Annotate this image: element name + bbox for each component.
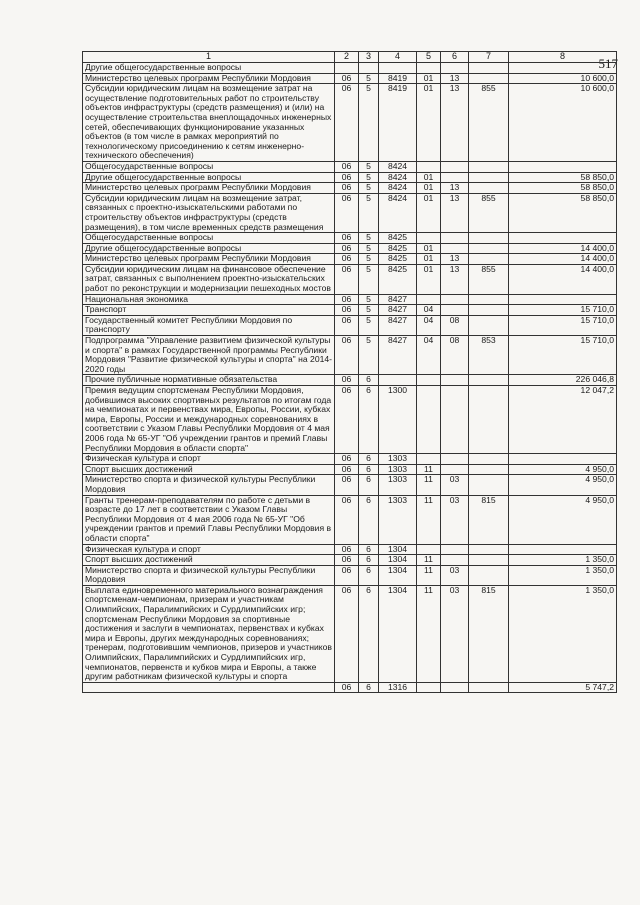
row-code-5-cell: 11 (417, 555, 441, 566)
row-code-5-cell (417, 682, 441, 693)
table-row (83, 254, 617, 265)
row-code-6-cell: 08 (441, 336, 469, 375)
row-code-7-cell (469, 565, 509, 585)
row-code-4-cell: 1304 (379, 565, 417, 585)
table-header-row (83, 52, 617, 63)
row-code-6-cell: 13 (441, 183, 469, 194)
row-code-2-cell (335, 63, 359, 74)
row-code-5-cell: 01 (417, 254, 441, 265)
table-row (83, 495, 617, 544)
row-code-7-cell (469, 233, 509, 244)
row-code-6-cell (441, 161, 469, 172)
table-row (83, 172, 617, 183)
table-row (83, 585, 617, 682)
row-code-7-cell (469, 315, 509, 335)
row-code-4-cell: 8419 (379, 73, 417, 84)
row-amount-cell: 1 350,0 (509, 555, 617, 566)
row-name-cell: Национальная экономика (83, 294, 335, 305)
row-amount-cell (509, 454, 617, 465)
row-name-cell: Спорт высших достижений (83, 464, 335, 475)
row-code-4-cell: 8425 (379, 264, 417, 294)
row-code-7-cell (469, 464, 509, 475)
row-amount-cell: 15 710,0 (509, 315, 617, 335)
row-code-7-cell: 855 (469, 264, 509, 294)
row-code-2-cell: 06 (335, 464, 359, 475)
row-code-6-cell: 03 (441, 585, 469, 682)
row-amount-cell: 4 950,0 (509, 464, 617, 475)
row-code-2-cell: 06 (335, 294, 359, 305)
row-code-7-cell: 853 (469, 336, 509, 375)
row-code-7-cell: 815 (469, 585, 509, 682)
row-code-5-cell (417, 161, 441, 172)
row-code-7-cell (469, 375, 509, 386)
row-code-2-cell: 06 (335, 183, 359, 194)
row-code-4-cell: 1303 (379, 475, 417, 495)
row-code-2-cell: 06 (335, 172, 359, 183)
row-code-2-cell: 06 (335, 254, 359, 265)
row-code-6-cell: 13 (441, 84, 469, 162)
row-code-5-cell: 04 (417, 315, 441, 335)
row-amount-cell (509, 161, 617, 172)
header-cell: 5 (417, 52, 441, 63)
table-row (83, 73, 617, 84)
row-code-3-cell: 5 (359, 73, 379, 84)
row-code-5-cell: 01 (417, 73, 441, 84)
row-amount-cell: 14 400,0 (509, 243, 617, 254)
row-code-4-cell: 1316 (379, 682, 417, 693)
row-amount-cell (509, 233, 617, 244)
row-code-2-cell: 06 (335, 585, 359, 682)
row-name-cell: Гранты тренерам-преподавателям по работе с детьми в возрасте до 17 лет в соответствии с Указом Главы Республики Мордовия от 4 мая 2006 года № 65-УГ "Об учреждении грантов и премий Главы Республики Мордовия в области спорта" (83, 495, 335, 544)
row-code-3-cell: 6 (359, 565, 379, 585)
row-code-6-cell (441, 682, 469, 693)
table-row (83, 386, 617, 454)
row-code-7-cell (469, 475, 509, 495)
row-name-cell: Другие общегосударственные вопросы (83, 172, 335, 183)
row-code-5-cell (417, 233, 441, 244)
row-code-3-cell: 5 (359, 336, 379, 375)
row-code-3-cell: 6 (359, 495, 379, 544)
row-code-4-cell: 8424 (379, 183, 417, 194)
row-code-5-cell: 11 (417, 495, 441, 544)
row-code-2-cell: 06 (335, 682, 359, 693)
row-name-cell: Субсидии юридическим лицам на возмещение затрат, связанных с проектно-изыскательскими работами по строительству объектов инфраструктуры (средств размещения), в том числе временных средств размещения (83, 193, 335, 232)
row-code-3-cell: 5 (359, 84, 379, 162)
row-code-4-cell: 8424 (379, 193, 417, 232)
row-code-6-cell: 13 (441, 73, 469, 84)
row-name-cell: Государственный комитет Республики Мордовия по транспорту (83, 315, 335, 335)
row-code-3-cell: 6 (359, 464, 379, 475)
row-name-cell (83, 682, 335, 693)
header-cell: 2 (335, 52, 359, 63)
row-code-2-cell: 06 (335, 386, 359, 454)
row-code-7-cell (469, 305, 509, 316)
row-amount-cell (509, 63, 617, 74)
row-code-4-cell: 8425 (379, 233, 417, 244)
table-row (83, 464, 617, 475)
row-code-2-cell: 06 (335, 475, 359, 495)
table-row (83, 243, 617, 254)
row-code-7-cell (469, 243, 509, 254)
row-code-4-cell: 1303 (379, 495, 417, 544)
row-code-5-cell (417, 375, 441, 386)
row-amount-cell: 58 850,0 (509, 172, 617, 183)
row-amount-cell: 12 047,2 (509, 386, 617, 454)
row-name-cell: Премия ведущим спортсменам Республики Мордовия, добившимся высоких спортивных результатов по итогам года на чемпионатах и первенствах мира, Европы, России, кубках мира, Европы, России и международных соревнованиях в соответствии с Указом Главы Республики Мордовия от 4 мая 2006 года № 65-УГ "Об учреждении грантов и премий Главы Республики Мордовия в области спорта" (83, 386, 335, 454)
table-row (83, 193, 617, 232)
page-number: 517 (598, 56, 618, 71)
row-code-6-cell: 13 (441, 193, 469, 232)
table-row (83, 294, 617, 305)
table-row (83, 544, 617, 555)
row-name-cell: Министерство спорта и физической культуры Республики Мордовия (83, 475, 335, 495)
row-code-2-cell: 06 (335, 193, 359, 232)
row-code-2-cell: 06 (335, 544, 359, 555)
row-name-cell: Общегосударственные вопросы (83, 233, 335, 244)
row-name-cell: Общегосударственные вопросы (83, 161, 335, 172)
row-name-cell: Министерство целевых программ Республики Мордовия (83, 183, 335, 194)
row-code-3-cell: 6 (359, 386, 379, 454)
row-code-4-cell: 8425 (379, 243, 417, 254)
row-code-6-cell: 03 (441, 565, 469, 585)
row-name-cell: Субсидии юридическим лицам на финансовое обеспечение затрат, связанных с выполнением проектно-изыскательских работ по реконструкции и модернизации пешеходных мостов (83, 264, 335, 294)
row-code-3-cell: 5 (359, 305, 379, 316)
row-name-cell: Физическая культура и спорт (83, 454, 335, 465)
header-cell: 6 (441, 52, 469, 63)
row-amount-cell: 15 710,0 (509, 305, 617, 316)
table-row (83, 233, 617, 244)
row-code-5-cell: 04 (417, 336, 441, 375)
row-amount-cell (509, 544, 617, 555)
row-code-7-cell (469, 386, 509, 454)
row-amount-cell: 58 850,0 (509, 183, 617, 194)
row-code-2-cell: 06 (335, 305, 359, 316)
row-code-2-cell: 06 (335, 243, 359, 254)
table-row (83, 183, 617, 194)
row-code-3-cell: 6 (359, 375, 379, 386)
table-row (83, 682, 617, 693)
header-cell: 3 (359, 52, 379, 63)
row-code-6-cell (441, 454, 469, 465)
row-name-cell: Прочие публичные нормативные обязательства (83, 375, 335, 386)
row-amount-cell: 4 950,0 (509, 475, 617, 495)
header-cell: 8 (509, 52, 617, 63)
row-code-2-cell: 06 (335, 73, 359, 84)
row-code-4-cell: 8425 (379, 254, 417, 265)
budget-table (82, 51, 617, 693)
row-code-2-cell: 06 (335, 336, 359, 375)
row-amount-cell: 10 600,0 (509, 84, 617, 162)
row-code-5-cell: 01 (417, 84, 441, 162)
row-code-5-cell: 01 (417, 183, 441, 194)
row-name-cell: Другие общегосударственные вопросы (83, 243, 335, 254)
row-code-7-cell: 855 (469, 193, 509, 232)
row-code-7-cell (469, 172, 509, 183)
row-amount-cell: 4 950,0 (509, 495, 617, 544)
header-cell: 4 (379, 52, 417, 63)
row-code-5-cell (417, 63, 441, 74)
row-code-2-cell: 06 (335, 565, 359, 585)
row-code-6-cell (441, 544, 469, 555)
row-code-4-cell: 8419 (379, 84, 417, 162)
row-amount-cell: 15 710,0 (509, 336, 617, 375)
row-code-5-cell: 11 (417, 464, 441, 475)
row-amount-cell: 14 400,0 (509, 254, 617, 265)
row-code-3-cell: 6 (359, 475, 379, 495)
table-row (83, 84, 617, 162)
row-code-7-cell (469, 63, 509, 74)
row-code-6-cell (441, 172, 469, 183)
table-row (83, 565, 617, 585)
row-code-5-cell: 01 (417, 243, 441, 254)
row-name-cell: Министерство спорта и физической культуры Республики Мордовия (83, 565, 335, 585)
row-code-7-cell (469, 682, 509, 693)
row-code-6-cell (441, 464, 469, 475)
row-code-3-cell: 6 (359, 454, 379, 465)
row-code-5-cell (417, 544, 441, 555)
row-code-6-cell: 08 (441, 315, 469, 335)
row-amount-cell: 226 046,8 (509, 375, 617, 386)
row-code-6-cell: 03 (441, 495, 469, 544)
row-code-6-cell (441, 305, 469, 316)
row-code-4-cell: 8427 (379, 294, 417, 305)
row-code-3-cell: 5 (359, 193, 379, 232)
row-code-2-cell: 06 (335, 264, 359, 294)
row-code-4-cell (379, 63, 417, 74)
row-code-5-cell: 11 (417, 585, 441, 682)
row-name-cell: Министерство целевых программ Республики Мордовия (83, 73, 335, 84)
row-code-3-cell: 5 (359, 315, 379, 335)
row-code-4-cell (379, 375, 417, 386)
table-row (83, 63, 617, 74)
row-amount-cell: 1 350,0 (509, 585, 617, 682)
row-code-6-cell (441, 555, 469, 566)
row-code-6-cell: 03 (441, 475, 469, 495)
row-name-cell: Субсидии юридическим лицам на возмещение затрат на осуществление подготовительных работ по строительству объектов инфраструктуры (средств размещения) и (или) на осуществление строительства внеплощадочных инженерных сетей, обеспечивающих функционирование указанных объектов (в том числе в рамках мероприятий по технологическому присоединению к сетям инженерно-технического обеспечения) (83, 84, 335, 162)
row-name-cell: Спорт высших достижений (83, 555, 335, 566)
row-code-5-cell: 01 (417, 172, 441, 183)
row-code-3-cell: 5 (359, 183, 379, 194)
row-amount-cell: 14 400,0 (509, 264, 617, 294)
row-code-2-cell: 06 (335, 375, 359, 386)
row-code-6-cell (441, 375, 469, 386)
row-amount-cell: 58 850,0 (509, 193, 617, 232)
row-code-6-cell (441, 294, 469, 305)
row-code-7-cell (469, 254, 509, 265)
row-code-3-cell: 5 (359, 254, 379, 265)
row-code-6-cell (441, 386, 469, 454)
row-code-2-cell: 06 (335, 454, 359, 465)
row-code-7-cell: 815 (469, 495, 509, 544)
row-code-2-cell: 06 (335, 84, 359, 162)
row-amount-cell: 1 350,0 (509, 565, 617, 585)
row-code-5-cell: 01 (417, 264, 441, 294)
row-code-5-cell: 01 (417, 193, 441, 232)
row-code-3-cell: 5 (359, 243, 379, 254)
row-code-3-cell: 5 (359, 161, 379, 172)
row-code-7-cell: 855 (469, 84, 509, 162)
row-code-7-cell (469, 454, 509, 465)
row-code-3-cell (359, 63, 379, 74)
row-name-cell: Подпрограмма "Управление развитием физической культуры и спорта" в рамках Государственной программы Республики Мордовия "Развитие физической культуры и спорта" на 2014-2020 годы (83, 336, 335, 375)
row-code-3-cell: 5 (359, 264, 379, 294)
row-code-6-cell: 13 (441, 264, 469, 294)
row-code-7-cell (469, 73, 509, 84)
row-code-4-cell: 8427 (379, 305, 417, 316)
row-amount-cell: 10 600,0 (509, 73, 617, 84)
table-row (83, 375, 617, 386)
row-code-4-cell: 1304 (379, 544, 417, 555)
row-name-cell: Министерство целевых программ Республики Мордовия (83, 254, 335, 265)
row-name-cell: Физическая культура и спорт (83, 544, 335, 555)
table-row (83, 161, 617, 172)
table-row (83, 315, 617, 335)
row-code-6-cell: 13 (441, 254, 469, 265)
row-code-6-cell (441, 243, 469, 254)
row-code-3-cell: 5 (359, 294, 379, 305)
header-cell: 7 (469, 52, 509, 63)
row-code-5-cell: 11 (417, 475, 441, 495)
row-code-3-cell: 6 (359, 544, 379, 555)
row-code-6-cell (441, 63, 469, 74)
row-name-cell: Выплата единовременного материального вознаграждения спортсменам-чемпионам, призерам и участникам Олимпийских, Паралимпийских и Сурдлимпийских игр; спортсменам Республики Мордовия за спортивные достижения и заслуги в чемпионатах, первенствах и кубках мира и Европы, других международных соревнованиях; тренерам, подготовившим чемпионов, призеров и участников Олимпийских, Паралимпийских и Сурдлимпийских игр, чемпионатов, первенств и кубков мира и Европы, а также другим работникам физической культуры и спорта (83, 585, 335, 682)
row-code-7-cell (469, 555, 509, 566)
row-code-5-cell (417, 454, 441, 465)
table-row (83, 336, 617, 375)
row-code-4-cell: 1303 (379, 464, 417, 475)
row-code-2-cell: 06 (335, 555, 359, 566)
row-code-3-cell: 6 (359, 585, 379, 682)
row-code-4-cell: 8427 (379, 336, 417, 375)
row-amount-cell (509, 294, 617, 305)
row-code-3-cell: 6 (359, 682, 379, 693)
row-code-4-cell: 1303 (379, 454, 417, 465)
table-row (83, 264, 617, 294)
row-code-5-cell: 11 (417, 565, 441, 585)
row-code-4-cell: 1300 (379, 386, 417, 454)
row-code-2-cell: 06 (335, 495, 359, 544)
row-code-4-cell: 1304 (379, 585, 417, 682)
row-code-3-cell: 6 (359, 555, 379, 566)
header-cell: 1 (83, 52, 335, 63)
row-code-7-cell (469, 294, 509, 305)
table-row (83, 305, 617, 316)
row-code-5-cell: 04 (417, 305, 441, 316)
row-code-4-cell: 8424 (379, 161, 417, 172)
table-row (83, 555, 617, 566)
row-code-4-cell: 1304 (379, 555, 417, 566)
row-code-5-cell (417, 294, 441, 305)
row-code-3-cell: 5 (359, 233, 379, 244)
row-code-2-cell: 06 (335, 315, 359, 335)
row-code-4-cell: 8424 (379, 172, 417, 183)
row-code-7-cell (469, 183, 509, 194)
row-code-7-cell (469, 161, 509, 172)
row-code-4-cell: 8427 (379, 315, 417, 335)
row-code-2-cell: 06 (335, 161, 359, 172)
row-code-6-cell (441, 233, 469, 244)
row-code-5-cell (417, 386, 441, 454)
row-code-7-cell (469, 544, 509, 555)
row-amount-cell: 5 747,2 (509, 682, 617, 693)
row-name-cell: Другие общегосударственные вопросы (83, 63, 335, 74)
table-row (83, 475, 617, 495)
row-name-cell: Транспорт (83, 305, 335, 316)
row-code-2-cell: 06 (335, 233, 359, 244)
table-row (83, 454, 617, 465)
row-code-3-cell: 5 (359, 172, 379, 183)
